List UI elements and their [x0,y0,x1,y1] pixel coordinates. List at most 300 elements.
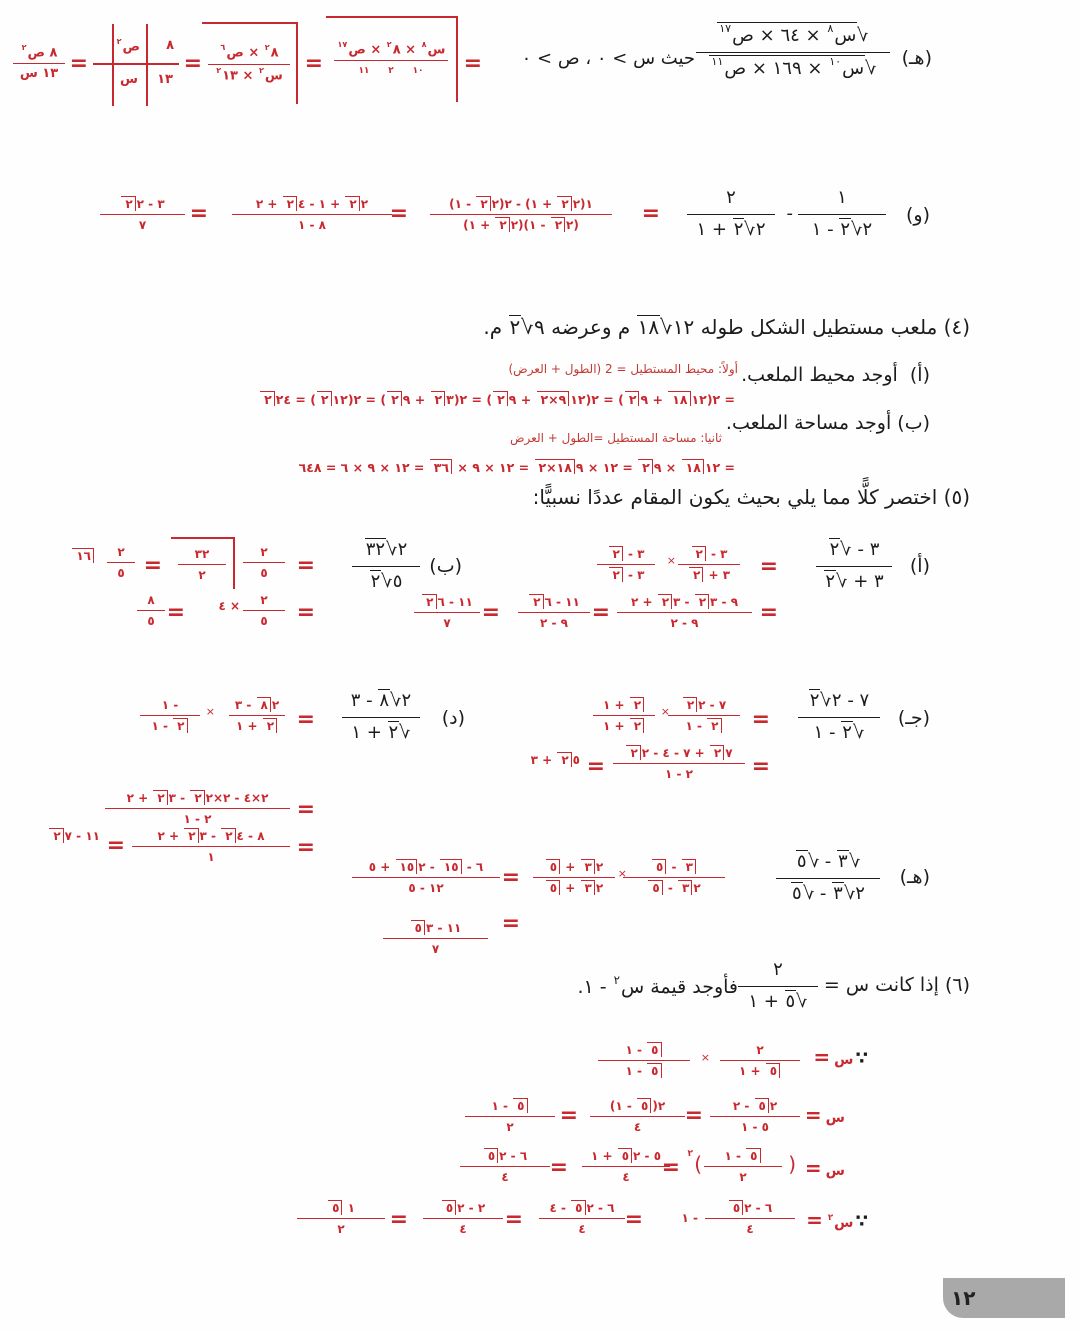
term: ص [122,39,140,55]
line-lhs [801,1104,845,1129]
denominator [623,878,725,896]
radicand: ٥ [637,1098,651,1113]
fraction [208,44,290,84]
term: + ١ [696,219,733,240]
equals-sign: = [586,754,605,779]
term: × ٨ [392,42,421,58]
fraction [107,544,135,581]
term: ٥ [572,753,580,767]
times-sign: × [617,867,627,880]
term: + [561,881,580,895]
result-fraction [13,44,65,82]
fraction [533,859,615,896]
denominator [597,565,655,583]
numerator [623,859,725,878]
term: ٧ - ٢ [831,690,870,711]
term: ) = ٢٤ [275,392,316,407]
radicand: ١٨ [637,315,660,339]
term: ٦ - [462,860,484,874]
term: + ٣ [530,753,557,767]
exponent: ٨ [421,39,427,49]
radicand: ٥ [755,1098,769,1113]
radicand: ٣ [682,859,696,874]
fraction [623,859,725,896]
term: ص [724,57,747,79]
numerator: ٢ [107,544,135,563]
exponent: ٢ [687,1149,693,1159]
numerator [334,41,448,61]
numerator: ٢ [687,185,775,215]
radicand: ٥ [442,1200,456,1215]
root-term [71,548,95,564]
divider-line [146,24,148,106]
exponent: ٦ [220,43,226,53]
term: ١ [343,1201,355,1215]
term: ٢ [397,539,408,560]
radical-icon: √ [843,883,856,904]
fraction [132,828,290,865]
radicand: ١٦ [72,548,94,563]
equals-sign: = [463,51,482,76]
numerator [597,546,655,565]
denominator [696,53,890,82]
equals-sign: = [751,707,770,732]
exponent: ١١ [711,54,724,68]
radical-icon: √ [865,57,877,79]
minus-one: - ١ [681,1211,698,1225]
denominator: ٥ [260,566,268,580]
numerator: ٨ [137,592,165,611]
term: ١١ - ٧ [64,829,100,843]
term: - ١ [813,722,842,743]
times-sign: × [205,705,215,718]
equals-sign: = [806,1208,823,1232]
radical-icon: √ [744,219,756,240]
denominator: ١ [207,850,215,864]
result-fraction [137,592,165,629]
condition-text: حيث س > ٠ ، ص > ٠ [521,48,695,69]
radical-icon: √ [835,571,848,592]
numerator: ٢ [243,544,285,563]
term: × ٩ [653,460,681,475]
radicand: ٢ [345,196,359,211]
term: × ص [226,45,264,61]
variable: س [834,1052,854,1068]
numerator: - ١ [140,697,200,716]
equals-sign: = [296,553,315,578]
radicand: ٢ [49,828,63,843]
question-fraction [776,849,880,907]
radicand: ٩×٢ [537,391,570,406]
equals-sign: = [304,51,323,76]
numerator [352,537,420,567]
term: ) = ٢(٣ [446,392,493,407]
radicand: ٣ [833,883,843,904]
minus-sign: - [786,203,793,224]
radicand: ١٥ [396,859,418,874]
radicand: ٢ [173,718,187,733]
radicand: ٢ [825,571,835,592]
term: م وعرضه ٩ [534,315,637,339]
numerator [533,859,615,878]
exponent: ١٠ [829,54,842,68]
denominator: ٤ [633,1120,642,1134]
term: ٢ [755,219,766,240]
numerator [593,697,655,716]
fraction [518,594,590,631]
radical-icon: √ [852,722,865,743]
radicand: ٣٢ [365,539,386,560]
fraction [430,196,612,233]
radicand: ٢ [387,391,402,406]
numerator [696,22,890,53]
area-solution [299,459,735,476]
numerator [352,859,500,878]
term: (٢ [566,218,579,232]
numerator [465,1098,555,1117]
term: ٢ [769,1099,778,1113]
term: = ١٢ × ٩ × ٦ = ٦٤٨ [298,460,429,475]
term: + ٢ [126,791,153,805]
denominator: ٢ [739,1170,747,1184]
result-fraction [297,1200,385,1237]
numerator [668,697,740,716]
denominator [229,716,285,734]
question-fraction [738,957,818,1015]
exponent: ٢ [216,65,222,75]
question-fraction [798,688,880,746]
part-label: (ب) [897,412,930,434]
equals-sign: = [549,1155,568,1180]
radicand: ٢ [707,718,721,733]
term: ١١ - ٦ [544,595,580,609]
part-label: (أ) [909,364,930,386]
denominator: ٤ [501,1170,509,1184]
term: - [814,883,833,904]
exponent: ١٧ [337,39,348,49]
radicand: ٢ [689,567,703,582]
numerator [590,1098,685,1117]
term: ) = ٢(١٢ [570,392,624,407]
page-number-tab [943,1278,1065,1318]
term: ١١ - ٣ [426,921,462,935]
times-sign: × [660,705,670,718]
exponent: ٢ [613,972,620,987]
fraction [720,1042,800,1079]
radicand: ٢ [829,539,840,560]
term: ٨ - ٤ [236,829,265,843]
fraction [710,1098,800,1135]
term: + ٢ [157,829,184,843]
item-label: (ب) [429,555,462,577]
radicand: ٢ [529,594,543,609]
denominator [816,567,892,595]
denominator: ٧ [431,942,440,956]
term: ٢ - ٢ [457,1201,486,1215]
denominator: ٤ [459,1222,467,1236]
term: + ١ [738,1064,765,1078]
term: - ٣ [350,690,379,711]
exponent: ٨ [827,22,834,35]
equals-sign: = [143,553,162,578]
term: + ١ [235,719,262,733]
item-label: (هـ) [899,866,930,888]
term: س [842,57,865,79]
term: + ٥ [368,860,395,874]
radicand: ٣ [678,880,692,895]
fraction [232,196,392,233]
radicand: ٢ [476,196,490,211]
radical-icon: √ [386,539,398,560]
denominator: ١٠ ٢ ١١ [358,66,424,77]
term: - ١) [609,1099,636,1113]
fraction [178,546,226,583]
part-text: أوجد محيط الملعب. [741,364,898,386]
numerator: ١ [798,185,886,215]
radicand: ٢ [557,196,571,211]
perimeter-solution [259,391,735,408]
numerator: ٢ [738,957,818,987]
numerator [383,920,488,939]
term: ٢ [360,197,369,211]
denominator [593,716,655,734]
term: + ٢ [630,595,657,609]
numerator [798,688,880,718]
numerator [518,594,590,613]
fraction [598,1042,690,1079]
term: ٢ [855,883,865,904]
exponent: ٢ [21,43,27,52]
equals-sign: = [624,1207,643,1232]
term: م. [483,315,509,339]
denominator: ٥ [260,614,268,628]
because-icon: ∵ [855,1048,868,1069]
numerator: ٢ [243,592,285,611]
numerator [414,594,480,613]
result-fraction [414,594,480,631]
fraction [597,546,655,583]
therefore-icon: ∵ [855,1211,868,1232]
term: - ١ [151,719,173,733]
equals-sign: = [684,1103,703,1128]
radicand: ٥ [729,1200,743,1215]
radicand: ٨ [257,697,271,712]
term: ٣ - [706,547,728,561]
radicand: ٢ [683,697,697,712]
variable: س [834,1215,854,1231]
radicand: ٢ [551,217,565,232]
term: + ١) - ٢(٢ [491,197,557,211]
term: ٢ [595,860,604,874]
radical-icon: √ [390,690,402,711]
equals-sign: = [189,201,208,226]
radical-icon: √ [807,851,820,872]
equals-sign: = [166,600,185,625]
line-lhs [801,1157,845,1182]
radicand: ٣٦ [430,459,452,474]
equals-sign: = [296,707,315,732]
term: × ١٦٩ × [746,57,829,79]
radicand [717,22,857,47]
divider-line [112,24,114,106]
equals-sign: = [69,51,88,76]
term: (٤) ملعب مستطيل الشكل طوله ١٢ [672,315,970,339]
term: + ١ [590,1149,617,1163]
denominator: ٥ [147,614,155,628]
term: ص [732,24,754,46]
radicand: ٢ [431,391,446,406]
term: - ٤ [549,1201,571,1215]
radicand: ٢ [630,697,644,712]
radicand: ٢ [733,219,744,240]
perimeter-note: أولاً: محيط المستطيل = 2 (الطول + العرض) [508,362,738,376]
numerator: ٢ [720,1042,800,1061]
term: فأوجد قيمة س [620,976,738,998]
term: = ١٢ [704,460,735,475]
fraction [243,544,285,581]
term: + ١ [748,991,785,1012]
radicand: ٨ [379,690,390,711]
equals-sign: = [106,833,125,858]
denominator [687,215,775,243]
term: ٢×٤ - ٢×٢ [205,791,269,805]
radicand: ٥ [746,1148,760,1163]
radicand: ٢ [809,690,820,711]
radicand: ٥ [796,851,807,872]
radicand: ٥ [546,859,560,874]
radicand: ٢ [609,546,623,561]
term: ٢ [862,219,873,240]
term: ٣ - ٢ [136,197,165,211]
denominator [776,879,880,907]
exponent: ٢ [386,39,392,49]
radicand: ٢ [695,594,709,609]
radicand: ٢ [626,745,640,760]
denominator: ٧ [138,218,147,232]
term: - ١)(٢ [510,218,550,232]
radicand: ١٥ [440,859,462,874]
denominator: ٢ [337,1222,345,1236]
denominator: ٥ - ١ [741,1120,769,1134]
term: ٦ - ٢ [744,1201,773,1215]
term: ٨ ص [27,45,58,61]
fraction [582,1148,670,1185]
numerator [297,1200,385,1219]
radicand: ٢ [557,752,571,767]
term: = ١٢ × ٩ × [453,460,534,475]
radicand: ٢ [422,594,436,609]
term: + ٧ - ٤ - ٢ [641,746,709,760]
numerator [678,546,740,565]
term: ٦ - ٢ [586,1201,615,1215]
radicand: ٢ [121,196,135,211]
item-label: (أ) [909,555,930,577]
fraction [593,697,655,734]
radicand: ٢ [190,790,204,805]
radical-icon: √ [381,571,393,592]
denominator: ٤ [746,1222,754,1236]
variable: س [825,1163,845,1179]
term: - ١. [577,976,613,998]
equals-sign: = [759,600,778,625]
equals-sign: = [389,201,408,226]
radicand: ٢ [495,217,509,232]
term: - [819,851,837,872]
numerator [582,1148,670,1167]
numerator [105,790,290,809]
equals-sign: = [804,1156,822,1180]
term: ٣ + [704,568,731,582]
radicand: ٣ [581,859,595,874]
term: ٥ - ٢ [633,1149,662,1163]
radicand: ٥ [766,1063,780,1078]
numerator [613,745,745,764]
denominator [140,716,200,734]
radicand: ٢ [317,391,332,406]
term: × ص [348,42,386,58]
radicand: ٢ [493,391,508,406]
radicand: ٢ [625,391,640,406]
numerator [539,1200,625,1219]
fraction [105,790,290,827]
question-5-title: (٥) اختصر كلًّا مما يلي بحيث يكون المقام عددًا نسبيًّا: [532,485,970,509]
term: - ١ [625,1064,647,1078]
radicand [709,55,865,80]
radicand: ٥ [785,991,796,1012]
term: ٣ - [851,539,880,560]
radicand: ١٨ [682,459,704,474]
denominator [798,215,886,243]
numerator [342,688,420,718]
term: + ٢ [255,197,282,211]
times-term: × ٤ [218,599,240,613]
equals-sign: = [641,201,660,226]
question-fraction [816,537,892,595]
radicand: ٥ [618,1148,632,1163]
radical-icon: √ [848,851,861,872]
term: - ١ [724,1149,746,1163]
part-a-prompt [741,362,930,388]
area-note: ثانيا: مساحة المستطيل =الطول + العرض [510,431,722,445]
numerator [816,537,892,567]
question-6-title-start: (٦) إذا كانت س = [823,974,970,996]
numerator [710,1098,800,1117]
numerator [132,828,290,847]
denominator [533,878,615,896]
numerator [598,1042,690,1061]
term: ٢ [401,690,412,711]
numerator [100,196,185,215]
radicand: ١٨ [668,391,690,406]
term: ٨ [166,38,174,53]
exponent: ٢ [116,37,122,46]
term [116,38,140,55]
equals-sign: = [661,1155,680,1180]
term: + [561,860,580,874]
radicand: ٥ [652,859,666,874]
result-fraction [383,920,488,957]
term: + ٩ [640,392,668,407]
term: ٣ - [623,568,645,582]
radical-icon: √ [840,539,852,560]
radicand: ٢ [658,594,672,609]
radicand: ٢ [153,790,167,805]
term: = ١٢ × ٩ [575,460,638,475]
term: ٢ [271,698,280,712]
times-sign: × [666,554,676,567]
radicand: ٢ [388,722,399,743]
radicand: ٣ [837,851,848,872]
